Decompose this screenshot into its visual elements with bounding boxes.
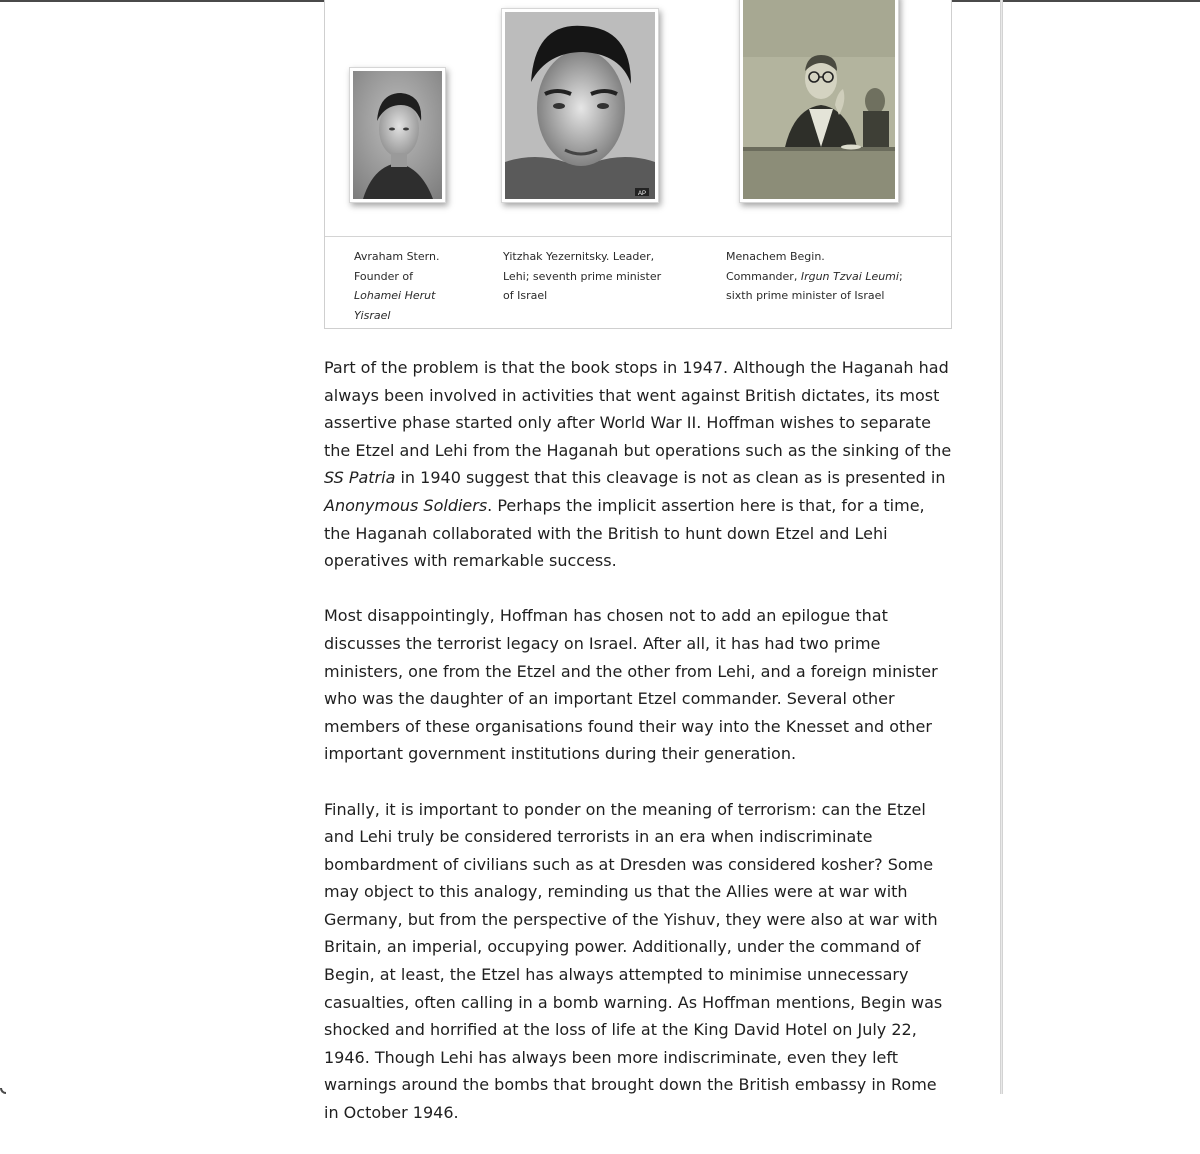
portrait-image	[743, 0, 895, 199]
article-paragraph: Finally, it is important to ponder on the meaning of terrorism: can the Etzel and Lehi truly be considered terrorists in an era when indiscriminate bombardment of civilians such as at Dresden was considered kosher? Some may object to this analogy, reminding us that the Allies were at war with Germany, but from the perspective of the Yishuv, they were also at war with Britain, an imperial, occupying power. Additionally, under the command of Begin, at least, the Etzel has always attempted to minimise unnecessary casualties, often calling in a bomb warning. As Hoffman mentions, Begin was shocked and horrified at the loss of life at the King David Hotel on July 22, 1946. Though Lehi has always been more indiscriminate, even they left warnings around the bombs that brought down the British embassy in Rome in October 1946.	[324, 799, 943, 1123]
portrait-image	[353, 71, 442, 199]
photo-gallery-table	[324, 0, 952, 329]
table-divider	[325, 236, 951, 237]
portrait-yitzhak-yezernitsky-image	[505, 12, 655, 199]
organisation-name: Yisrael	[354, 308, 391, 322]
caption-line: Founder of	[354, 269, 413, 283]
organisation-name: Lohamei Herut	[354, 289, 436, 302]
caption-avraham-stern	[354, 247, 464, 325]
caption-text: ;	[898, 269, 903, 283]
caption-line: of Israel	[503, 289, 548, 302]
caption-line-italic	[354, 306, 464, 326]
caption-line	[726, 267, 946, 287]
photo-yitzhak-yezernitsky[interactable]	[501, 8, 659, 203]
window-corner	[0, 1088, 6, 1094]
caption-text: Commander,	[726, 269, 801, 283]
article-paragraph: Most disappointingly, Hoffman has chosen not to add an epilogue that discusses the terrorist legacy on Israel. After all, it has had two prime ministers, one from the Etzel and the other from Lehi, and a foreign minister who was the daughter of an important Etzel commander. Several other members of these organisations found their way into the Knesset and other important government institutions during their generation.	[324, 606, 938, 764]
content-column-border	[1000, 0, 1003, 1094]
paragraph-text: . Perhaps the implicit assertion here is that, for a time, the Haganah collaborated with the British to hunt down Etzel and Lehi operatives with remarkable success.	[324, 495, 925, 571]
caption-line: Yitzhak Yezernitsky. Leader,	[503, 250, 655, 263]
caption-line: Avraham Stern.	[354, 250, 440, 263]
caption-line: Menachem Begin.	[726, 250, 825, 263]
portrait-image	[505, 12, 655, 199]
article-paragraph	[324, 354, 954, 575]
caption-line-italic	[354, 286, 464, 306]
caption-menachem-begin	[726, 247, 946, 306]
paragraph-text: Part of the problem is that the book stops in 1947. Although the Haganah had always been involved in activities that went against British dictates, its most assertive phase started only after World War II. Hoffman wishes to separate the Etzel and Lehi from the Haganah but operations such as the sinking of the	[324, 358, 952, 460]
ship-name: SS Patria	[324, 468, 396, 488]
caption-yitzhak-yezernitsky	[503, 247, 693, 306]
photo-avraham-stern[interactable]	[349, 67, 446, 203]
ap-watermark: AP	[637, 191, 647, 197]
caption-line: sixth prime minister of Israel	[726, 289, 885, 302]
organisation-name: Irgun Tzvai Leumi	[800, 269, 899, 283]
portrait-avraham-stern-image	[353, 71, 442, 199]
paragraph-text: in 1940 suggest that this cleavage is not as clean as is presented in	[395, 468, 946, 488]
article-body	[324, 354, 954, 1154]
caption-line: Lehi; seventh prime minister	[503, 269, 662, 283]
photo-menachem-begin[interactable]	[739, 0, 899, 203]
book-title: Anonymous Soldiers	[324, 495, 488, 515]
photo-menachem-begin-image	[743, 0, 895, 199]
